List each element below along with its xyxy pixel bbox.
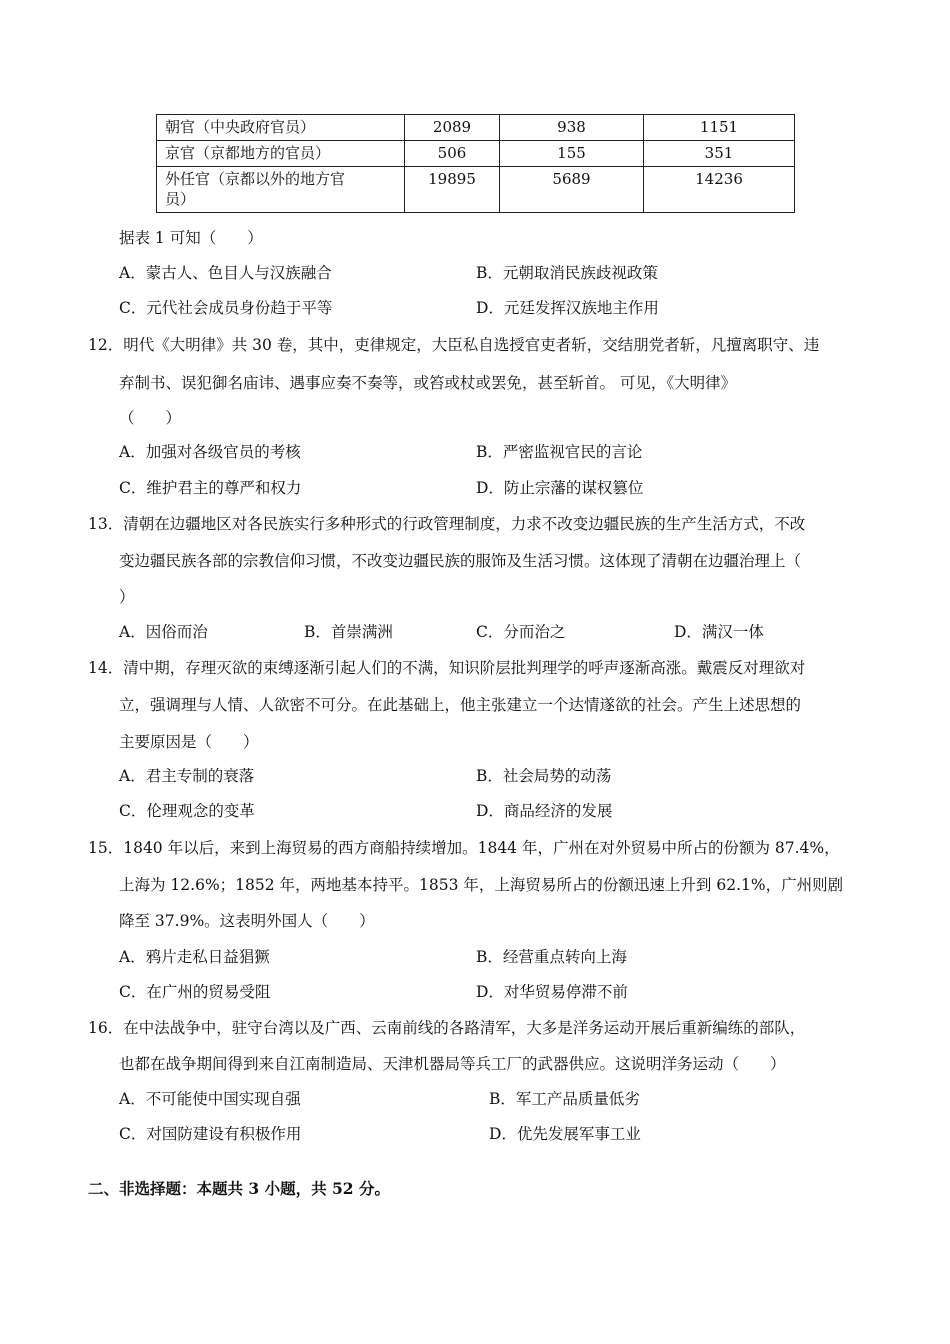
q14-option-a[interactable]: A．君主专制的衰落 bbox=[119, 767, 255, 785]
table-cell-value: 506 bbox=[405, 141, 500, 167]
q16-stem-line: 也都在战争期间得到来自江南制造局、天津机器局等兵工厂的武器供应。这说明洋务运动（ ） bbox=[119, 1055, 786, 1073]
q15-stem-line: 15．1840 年以后，来到上海贸易的西方商船持续增加。1844 年，广州在对外贸易中所占的份额为 87.4%， bbox=[88, 839, 840, 857]
official-count-table bbox=[156, 114, 795, 213]
section-heading: 二、非选择题：本题共 3 小题，共 52 分。 bbox=[88, 1179, 390, 1198]
table-cell-label: 京官（京都地方的官员） bbox=[157, 141, 405, 167]
table-cell-label bbox=[157, 167, 405, 213]
q16-option-b[interactable]: B．军工产品质量低劣 bbox=[489, 1090, 640, 1108]
q13-stem-line: 变边疆民族各部的宗教信仰习惯，不改变边疆民族的服饰及生活习惯。这体现了清朝在边疆治理上（ bbox=[119, 552, 802, 570]
table-cell-value: 5689 bbox=[500, 167, 644, 213]
q12-option-c[interactable]: C．维护君主的尊严和权力 bbox=[119, 479, 302, 497]
table-cell-value: 938 bbox=[500, 115, 644, 141]
table-row bbox=[157, 115, 795, 141]
q14-option-d[interactable]: D．商品经济的发展 bbox=[476, 802, 613, 820]
q16-stem-line: 16．在中法战争中，驻守台湾以及广西、云南前线的各路清军，大多是洋务运动开展后重新编练的部队， bbox=[88, 1019, 806, 1037]
table-cell-value: 19895 bbox=[405, 167, 500, 213]
q11-stem: 据表 1 可知（ ） bbox=[119, 229, 263, 247]
q14-stem-line: 立，强调理与人情、人欲密不可分。在此基础上，他主张建立一个达情遂欲的社会。产生上述思想的 bbox=[119, 696, 802, 714]
q16-option-a[interactable]: A．不可能使中国实现自强 bbox=[119, 1090, 301, 1108]
table-cell-label-line: 员） bbox=[165, 190, 196, 208]
q15-stem-line: 上海为 12.6%；1852 年，两地基本持平。1853 年，上海贸易所占的份额迅速上升到 62.1%，广州则剧 bbox=[119, 876, 844, 894]
table-cell-value: 1151 bbox=[644, 115, 795, 141]
q13-option-d[interactable]: D．满汉一体 bbox=[674, 623, 764, 641]
q11-option-b[interactable]: B．元朝取消民族歧视政策 bbox=[476, 264, 658, 282]
q12-stem-line: 弃制书、误犯御名庙讳、遇事应奏不奏等，或笞或杖或罢免，甚至斩首。 可见，《大明律》 bbox=[119, 374, 737, 392]
q15-stem-line: 降至 37.9%。这表明外国人（ ） bbox=[119, 912, 375, 930]
q13-option-a[interactable]: A．因俗而治 bbox=[119, 623, 208, 641]
q14-option-b[interactable]: B．社会局势的动荡 bbox=[476, 767, 612, 785]
q11-option-a[interactable]: A．蒙古人、色目人与汉族融合 bbox=[119, 264, 332, 282]
table-cell-value: 351 bbox=[644, 141, 795, 167]
table-cell-label-line: 外任官（京都以外的地方官 bbox=[165, 170, 346, 188]
table-cell-value: 14236 bbox=[644, 167, 795, 213]
table-row bbox=[157, 167, 795, 213]
q12-option-d[interactable]: D．防止宗藩的谋权篡位 bbox=[476, 479, 644, 497]
q11-option-d[interactable]: D．元廷发挥汉族地主作用 bbox=[476, 299, 659, 317]
q13-stem-line: ） bbox=[119, 588, 135, 606]
table-cell-value: 2089 bbox=[405, 115, 500, 141]
q13-option-c[interactable]: C．分而治之 bbox=[476, 623, 566, 641]
q14-option-c[interactable]: C．伦理观念的变革 bbox=[119, 802, 255, 820]
q15-option-b[interactable]: B．经营重点转向上海 bbox=[476, 948, 627, 966]
table-row bbox=[157, 141, 795, 167]
q12-stem-line: 12．明代《大明律》共 30 卷，其中，吏律规定，大臣私自选授官吏者斩，交结朋党者斩，凡擅离职守、违 bbox=[88, 336, 820, 354]
q13-option-b[interactable]: B．首崇满洲 bbox=[304, 623, 393, 641]
q15-option-c[interactable]: C．在广州的贸易受阻 bbox=[119, 983, 271, 1001]
table-cell-value: 155 bbox=[500, 141, 644, 167]
q14-stem-line: 主要原因是（ ） bbox=[119, 733, 259, 751]
q13-stem-line: 13．清朝在边疆地区对各民族实行多种形式的行政管理制度，力求不改变边疆民族的生产生活方式，不改 bbox=[88, 515, 806, 533]
q15-option-a[interactable]: A．鸦片走私日益猖獗 bbox=[119, 948, 270, 966]
q16-option-c[interactable]: C．对国防建设有积极作用 bbox=[119, 1125, 302, 1143]
q11-option-c[interactable]: C．元代社会成员身份趋于平等 bbox=[119, 299, 333, 317]
table-cell-label: 朝官（中央政府官员） bbox=[157, 115, 405, 141]
q12-option-b[interactable]: B．严密监视官民的言论 bbox=[476, 443, 643, 461]
q16-option-d[interactable]: D．优先发展军事工业 bbox=[489, 1125, 641, 1143]
q14-stem-line: 14．清中期，存理灭欲的束缚逐渐引起人们的不满，知识阶层批判理学的呼声逐渐高涨。戴震反对理欲对 bbox=[88, 659, 806, 677]
q12-stem-line: （ ） bbox=[119, 409, 182, 427]
q15-option-d[interactable]: D．对华贸易停滞不前 bbox=[476, 983, 628, 1001]
q12-option-a[interactable]: A．加强对各级官员的考核 bbox=[119, 443, 301, 461]
